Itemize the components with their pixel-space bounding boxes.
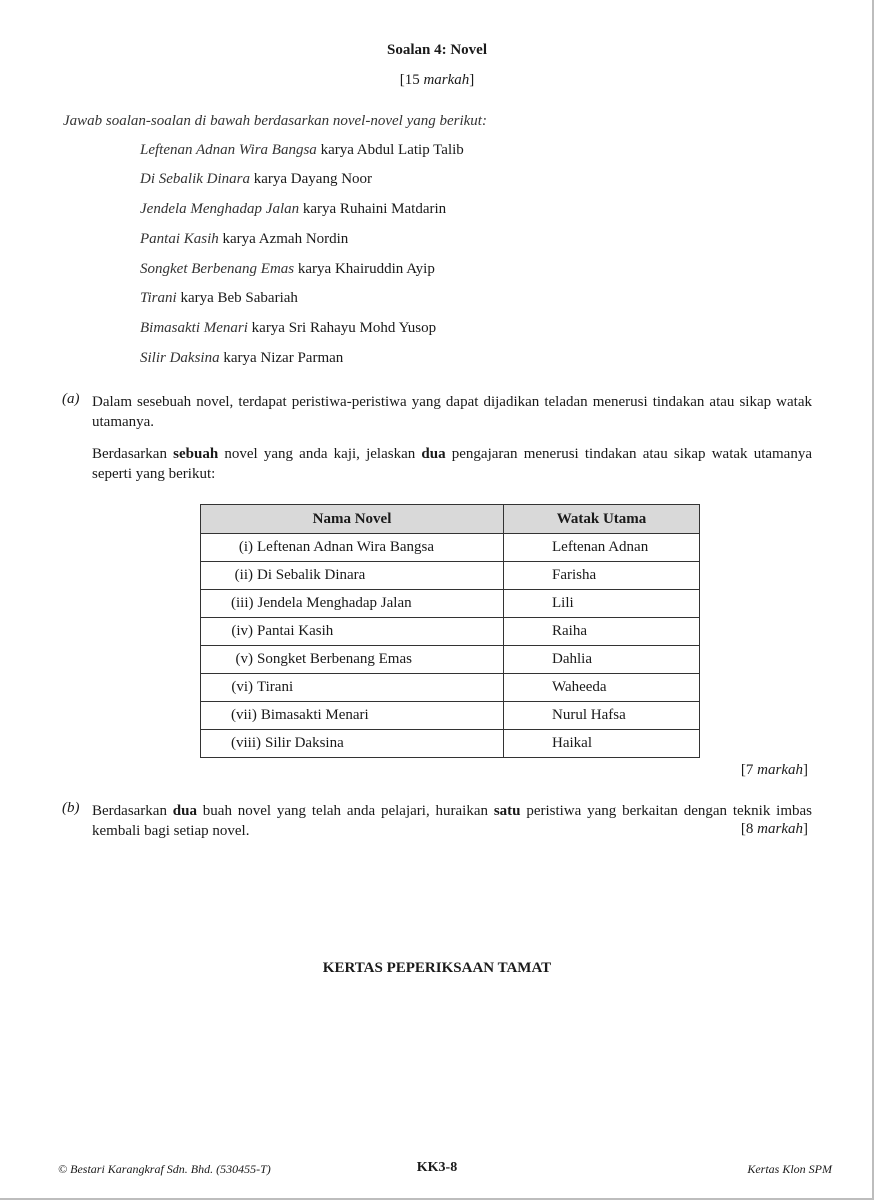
novel-author: karya Khairuddin Ayip (294, 261, 435, 277)
novel-title: Leftenan Adnan Wira Bangsa (140, 142, 317, 158)
novel-name: Leftenan Adnan Wira Bangsa (257, 539, 434, 555)
total-marks (0, 72, 874, 89)
text-segment: buah novel yang telah anda pelajari, huraikan (196, 803, 494, 819)
question-a-letter: (a) (62, 391, 80, 407)
table-header-row (201, 505, 700, 534)
novel-name: Jendela Menghadap Jalan (257, 595, 412, 611)
table-cell-novel (201, 674, 504, 702)
emphasis-text: dua (172, 803, 197, 819)
novel-name: Di Sebalik Dinara (257, 567, 366, 583)
table-cell-novel (201, 730, 504, 758)
novel-author: karya Sri Rahayu Mohd Yusop (247, 320, 437, 336)
row-number: (i) (238, 539, 253, 555)
list-item-text (140, 320, 436, 337)
total-marks-prefix: [15 (399, 72, 424, 88)
marks-prefix: [7 (740, 762, 758, 778)
marks-prefix: [8 (740, 821, 758, 837)
emphasis-text: sebuah (173, 446, 219, 462)
novel-name: Pantai Kasih (257, 623, 334, 639)
question-title: Soalan 4: Novel (386, 42, 487, 58)
novel-title: Tirani (140, 290, 177, 306)
novel-title: Bimasakti Menari (140, 320, 248, 336)
text-segment: Berdasarkan (92, 446, 174, 462)
text-segment: novel yang anda kaji, jelaskan (218, 446, 422, 462)
novel-title: Jendela Menghadap Jalan (140, 201, 300, 217)
table-row (201, 646, 700, 674)
list-item-text (140, 290, 298, 307)
table-cell-novel (201, 702, 504, 730)
list-item-text (140, 201, 446, 218)
footer-series: Kertas Klon SPM (747, 1162, 832, 1176)
footer-copyright: © Bestari Karangkraf Sdn. Bhd. (530455-T) (58, 1162, 271, 1176)
table-row (201, 562, 700, 590)
table-cell-character: Lili (504, 590, 700, 618)
question-b-marks (741, 821, 808, 838)
marks-word: markah (757, 762, 803, 778)
table-cell-character: Nurul Hafsa (504, 702, 700, 730)
total-marks-word: markah (423, 72, 470, 88)
table-row (201, 674, 700, 702)
question-b-letter: (b) (62, 800, 80, 816)
novel-author: karya Dayang Noor (250, 171, 373, 187)
list-item-text (140, 142, 464, 159)
row-number: (vi) (231, 679, 253, 695)
row-number: (iv) (231, 623, 253, 639)
emphasis-text: satu (493, 803, 521, 819)
marks-suffix: ] (803, 762, 808, 778)
table-cell-novel (201, 618, 504, 646)
table-row (201, 702, 700, 730)
table-cell-character: Haikal (504, 730, 700, 758)
question-a-text: Dalam sesebuah novel, terdapat peristiwa-peristiwa yang dapat dijadikan teladan menerusi tindakan atau sikap watak utamanya. (92, 394, 812, 430)
row-number: (viii) (231, 735, 261, 751)
list-item-text (140, 350, 343, 367)
instruction-text: Jawab soalan-soalan di bawah berdasarkan novel-novel yang berikut: (63, 113, 487, 129)
question-a-marks (741, 762, 808, 779)
row-number: (vii) (231, 707, 257, 723)
row-number: (v) (235, 651, 253, 667)
end-of-paper-text: KERTAS PEPERIKSAAN TAMAT (322, 960, 552, 976)
novel-title: Pantai Kasih (140, 231, 219, 247)
emphasis-text: dua (421, 446, 446, 462)
row-number: (iii) (231, 595, 254, 611)
table-cell-novel (201, 646, 504, 674)
table-cell-character: Waheeda (504, 674, 700, 702)
total-marks-suffix: ] (469, 72, 475, 88)
marks-suffix: ] (803, 821, 808, 837)
table-row (201, 618, 700, 646)
list-item-text (140, 231, 348, 248)
text-segment: pengajaran menerusi tindakan atau sikap watak utamanya seperti yang berikut: (92, 446, 813, 482)
novel-title: Silir Daksina (140, 350, 220, 366)
novel-table (200, 504, 700, 758)
row-number: (ii) (234, 567, 253, 583)
novel-author: karya Beb Sabariah (176, 290, 298, 306)
table-cell-novel (201, 534, 504, 562)
novel-author: karya Abdul Latip Talib (316, 142, 464, 158)
table-cell-character: Raiha (504, 618, 700, 646)
novel-author: karya Azmah Nordin (218, 231, 349, 247)
table-cell-character: Farisha (504, 562, 700, 590)
table-cell-novel (201, 562, 504, 590)
table-cell-character: Leftenan Adnan (504, 534, 700, 562)
text-segment: Berdasarkan (92, 803, 173, 819)
column-header-novel: Nama Novel (201, 505, 504, 534)
list-item-text (140, 261, 435, 278)
table-row (201, 730, 700, 758)
footer-page-code: KK3-8 (416, 1160, 458, 1175)
novel-name: Silir Daksina (265, 735, 344, 751)
marks-word: markah (757, 821, 803, 837)
novel-name: Tirani (257, 679, 294, 695)
question-b-text (92, 801, 812, 841)
table-cell-novel (201, 590, 504, 618)
column-header-character: Watak Utama (504, 505, 700, 534)
novel-title: Di Sebalik Dinara (140, 171, 250, 187)
novel-name: Bimasakti Menari (260, 707, 369, 723)
table-cell-character: Dahlia (504, 646, 700, 674)
question-a-instruction (92, 444, 812, 484)
novel-title: Songket Berbenang Emas (140, 261, 295, 277)
table-row (201, 534, 700, 562)
novel-author: karya Ruhaini Matdarin (299, 201, 447, 217)
list-item-text (140, 171, 372, 188)
novel-author: karya Nizar Parman (219, 350, 344, 366)
table-row (201, 590, 700, 618)
text-segment: peristiwa yang berkaitan dengan teknik imbas kembali bagi setiap novel. (92, 803, 812, 839)
novel-name: Songket Berbenang Emas (257, 651, 412, 667)
